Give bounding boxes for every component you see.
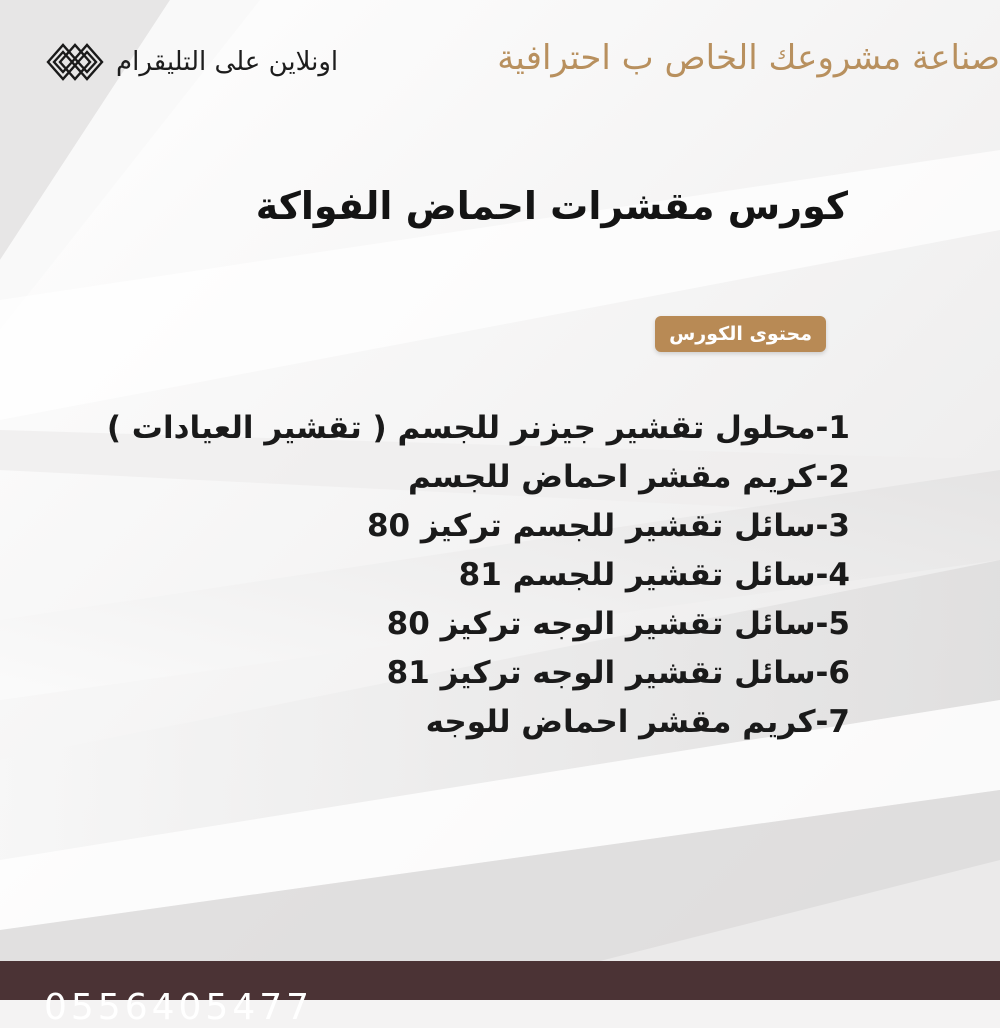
phone-number: 0556405477 [44, 987, 314, 1028]
list-item: 2-كريم مقشر احماض للجسم [407, 459, 850, 495]
course-content-badge: محتوى الكورس [655, 316, 826, 352]
tagline: صناعة مشروعك الخاص ب احترافية [497, 38, 1000, 78]
course-content-list [107, 404, 850, 747]
list-item: 3-سائل تقشير للجسم تركيز 80 [366, 508, 850, 544]
list-item: 6-سائل تقشير الوجه تركيز 81 [386, 655, 850, 691]
page-title: كورس مقشرات احماض الفواكة [255, 184, 848, 228]
footer-bar [0, 961, 1000, 1028]
list-item: 1-محلول تقشير جيزنر للجسم ( تقشير العيادات ) [106, 410, 850, 446]
brand-text: اونلاين على التليقرام [116, 47, 339, 77]
brand [44, 36, 338, 88]
list-item: 4-سائل تقشير للجسم 81 [458, 557, 850, 593]
list-item: 5-سائل تقشير الوجه تركيز 80 [386, 606, 850, 642]
list-item: 7-كريم مقشر احماض للوجه [425, 704, 850, 740]
diamond-lattice-logo-icon [44, 36, 106, 88]
